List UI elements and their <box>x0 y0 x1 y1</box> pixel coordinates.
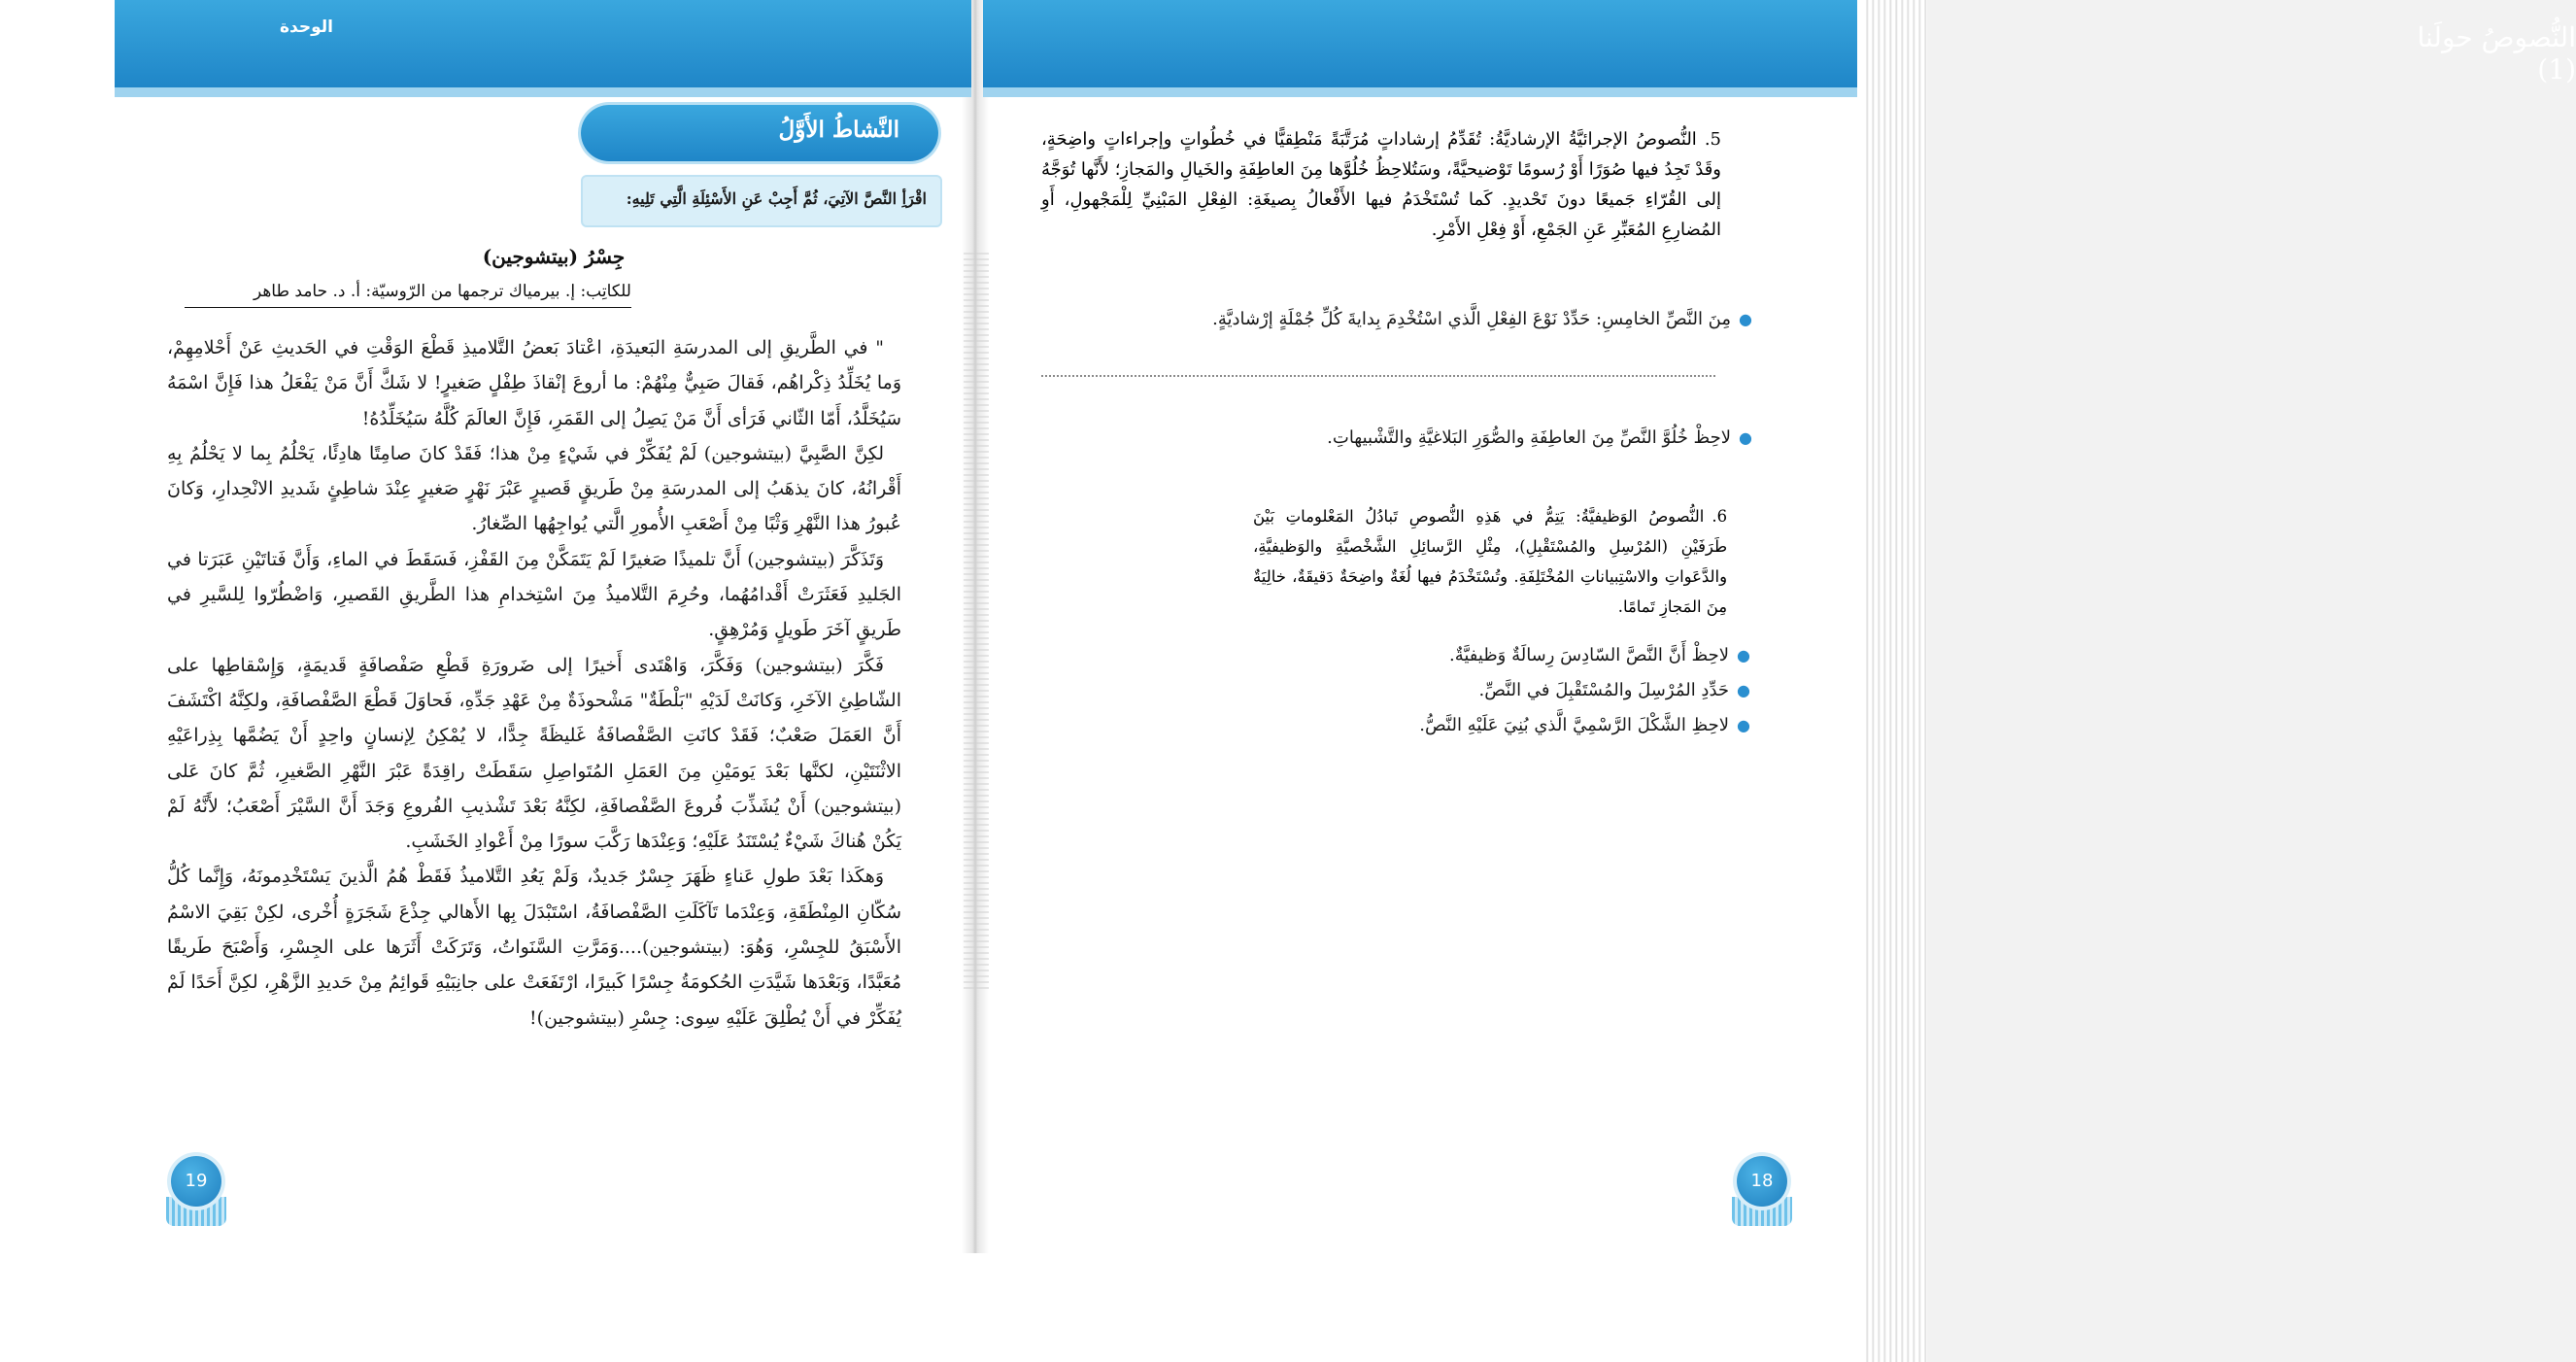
bullet-item <box>1327 427 1752 448</box>
story-paragraph: وَتَذَكَّرَ (بيتشوجين) أَنَّ تلميذًا صَغيرًا لَمْ يَتَمَكَّنْ مِنَ القَفْزِ، فَسَقَطَ في الماءِ، وَأَنَّ فَتاتَيْنِ عَبَرَتا في الجَليدِ فَعَثَرَتْ أَقْدامُهُما، وحُرِمَ التَّلاميذُ مِنَ اسْتِخدامِ هذا الطَّريقِ القَصيرِ، وَاضْطُرّوا لِلسَّيرِ في طَريقٍ آخَرَ طَويلٍ وَمُرْهِقٍ. <box>167 548 901 641</box>
bullet-item <box>1478 680 1750 700</box>
bullet-item <box>1212 309 1752 329</box>
numbered-item-6 <box>1253 501 1727 622</box>
story-paragraph: " في الطَّريقِ إلى المدرسَةِ البَعيدَةِ، اعْتادَ بَعضُ التَّلاميذِ قَطْعَ الوَقْتِ في الحَديثِ عَنْ أَحْلامِهِمْ، وَما يُخَلِّدُ ذِكْراهُم، فَقالَ صَبِيٌّ مِنْهُمْ: ما أروعَ إنْقاذَ طِفْلٍ صَغيرٍ! لا شَكَّ أَنَّ مَنْ يَفْعَلُ هذا فَإِنَّ اسْمَهُ سَيُخَلَّدُ، أَمّا الثّاني فَرَأى أَنَّ مَنْ يَصِلُ إلى القَمَرِ، فَإِنَّ العالَمَ كُلَّهُ سَيُخَلِّدُهُ! <box>167 337 901 429</box>
page-edges <box>1863 0 1927 1362</box>
page-number-right: 18 <box>1737 1156 1787 1207</box>
dotted-divider <box>1041 375 1715 377</box>
instruction-text: اقْرَأِ النَّصَّ الآتِيَ، ثُمَّ أَجِبْ عَنِ الأَسْئِلَةِ الَّتِي تَلِيهِ: <box>626 189 927 208</box>
bullet-text: لاحِظِ الشَّكْلَ الرَّسْمِيَّ الَّذي بُنِيَ عَلَيْهِ النَّصُّ. <box>1419 715 1730 735</box>
item-number: 5. <box>1704 129 1721 150</box>
right-header-banner <box>983 0 2576 87</box>
bullet-dot-icon: ● <box>1737 716 1750 734</box>
activity-title: النَّشاطُ الأَوَّلُ <box>778 117 899 143</box>
item-text: النُّصوصُ الإجرائيَّةُ الإرشاديَّةُ: تُقَدِّمُ إرشاداتٍ مُرَتَّبَةً مَنْطِقيًّا في خُطُواتٍ وإجراءاتٍ واضِحَةٍ، وقَدْ تَجِدُ فيها صُوَرًا أَوْ رُسومًا تَوْضيحيَّةً، وسَتُلاحِظُ خُلُوَّها مِنَ العاطِفَةِ والخَيالِ والمَجازِ؛ لأَنَّها تُوَجَّهُ إلى القُرّاءِ جَميعًا دونَ تَحْديدٍ. كَما تُسْتَخْدَمُ فيها الأَفْعالُ بِصيغَةِ: الفِعْلِ المَبْنِيِّ لِلْمَجْهولِ، أَوِ المُضارِعِ المُعَبِّرِ عَنِ الجَمْعِ، أَوْ فِعْلِ الأَمْرِ. <box>1041 129 1721 240</box>
story-paragraph: لكِنَّ الصَّبِيَّ (بيتشوجين) لَمْ يُفَكِّرْ في شَيْءٍ مِنْ هذا؛ فَقَدْ كانَ صامِتًا هادِئًا، يَحْلُمُ بِما لا يَحْلُمُ بِهِ أَقْرانُهُ، كانَ يذهَبُ إلى المدرسَةِ مِنْ طَريقٍ قَصيرٍ عَبْرَ نَهْرٍ صَغيرٍ عِنْدَ شاطِئٍ شَديدِ الانْحِدارِ، وَكانَ عُبورُ هذا النَّهْرِ وَثْبًا مِنْ أَصْعَبِ الأُمورِ الَّتي يُواجِهُها الصِّغارُ. <box>167 442 901 535</box>
bullet-dot-icon: ● <box>1739 310 1752 328</box>
page-number-left: 19 <box>171 1156 221 1207</box>
story-body <box>167 330 901 1036</box>
spine-fine-print <box>964 253 989 991</box>
bullet-dot-icon: ● <box>1737 646 1750 664</box>
bullet-dot-icon: ● <box>1739 428 1752 447</box>
bullet-text: لاحِظْ أَنَّ النَّصَّ السّادِسَ رِسالَةٌ وَظيفيَّةٌ. <box>1448 645 1730 665</box>
bullet-item <box>1449 645 1750 665</box>
bullet-dot-icon: ● <box>1737 681 1750 699</box>
activity-heading <box>581 105 938 161</box>
numbered-item-5 <box>1041 124 1721 245</box>
author-line: للكاتِب: إ. بيرمياك ترجمها من الرّوسيّة: أ. د. حامد طاهر <box>185 282 631 308</box>
bullet-text: مِنَ النَّصِّ الخامِسِ: حَدِّدْ نَوْعَ الفِعْلِ الَّذي اسْتُخْدِمَ بِدايةَ كُلِّ جُمْلَةٍ إرْشاديَّةٍ. <box>1212 309 1732 329</box>
story-paragraph: وَهكَذا بَعْدَ طولِ عَناءٍ ظَهَرَ جِسْرٌ جَديدٌ، وَلَمْ يَعُدِ التَّلاميذُ فَقَطْ هُمُ الَّذينَ يَسْتَخْدِمونَهُ، وَإِنَّما كُلُّ سُكّانِ المِنْطَقَةِ، وَعِنْدَما تَآكَلَتِ الصَّفْصافَةُ، اسْتَبْدَلَ بِها الأَهالي جِذْعَ شَجَرَةٍ أُخْرى، لكِنْ بَقِيَ الاسْمُ الأَسْبَقُ للجِسْرِ، وَهُوَ: (بيتشوجين)....وَمَرَّتِ السَّنَواتُ، وَتَرَكَتْ أَثَرَها على الجِسْرِ، وَأَصْبَحَ طَريقًا مُعَبَّدًا، وَبَعْدَها شَيَّدَتِ الحُكومَةُ جِسْرًا كَبيرًا، ارْتَفَعَتْ على جانِبَيْهِ قَوائِمُ مِنْ حَديدِ الزَّهْرِ، لكِنَّ أَحَدًا لَمْ يُفَكِّرْ في أَنْ يُطْلِقَ عَلَيْهِ سِوى: جِسْرِ (بيتشوجين)! <box>167 866 901 1029</box>
story-paragraph: فَكَّرَ (بيتشوجين) وَفَكَّرَ، وَاهْتَدى أَخيرًا إلى ضَرورَةِ قَطْعِ صَفْصافَةٍ قَديمَةٍ، وَإِسْقاطِها على الشّاطِئِ الآخَرِ، وَكانَتْ لَدَيْهِ "بَلْطَةٌ" مَشْحوذَةٌ مِنْ عَهْدِ جَدِّهِ، فَحاوَلَ قَطْعَ الصَّفْصافَةِ، ولكِنَّهُ اكْتَشَفَ أَنَّ العَمَلَ صَعْبٌ؛ فَقَدْ كانَتِ الصَّفْصافَةُ غَليظَةً جِدًّا، لا يُمْكِنُ لِإنسانٍ واحِدٍ أَنْ يَضُمَّها بِذِراعَيْهِ الاثْنَتَيْنِ، لكنَّها بَعْدَ يَومَيْنِ مِنَ العَمَلِ المُتَواصِلِ سَقَطَتْ راقِدَةً عَبْرَ النَّهْرِ الصَّغيرِ، ثُمَّ كانَ عَلى (بيتشوجين) أَنْ يُشَذِّبَ فُروعَ الصَّفْصافَةِ، لكِنَّهُ بَعْدَ تَشْذيبِ الفُروعِ وَجَدَ أَنَّ السَّيْرَ أَصْعَبُ؛ لأَنَّهُ لَمْ يَكُنْ هُناكَ شَيْءٌ يُسْتَنَدُ عَلَيْهِ؛ وَعِنْدَها رَكَّبَ سورًا مِنْ أَعْوادِ الخَشَبِ. <box>167 654 901 853</box>
bullet-text: حَدِّدِ المُرْسِلَ والمُسْتَقْبِلَ في النَّصِّ. <box>1478 680 1730 700</box>
instruction-box <box>581 175 942 227</box>
item-text: النُّصوصُ الوَظيفيَّةُ: يَتِمُّ في هَذِهِ النُّصوصِ تَبادُلُ المَعْلوماتِ بَيْنَ طَرَفَيْنِ (المُرْسِلِ والمُسْتَقْبِلِ)، مِثْلِ الرَّسائِلِ الشَّخْصيَّةِ والوَظيفيَّةِ، والدَّعَواتِ والاسْتِبياناتِ المُخْتَلِفَةِ. وتُسْتَخْدَمُ فيها لُغَةٌ واضِحَةٌ دَقيقَةٌ، خالِيَةٌ مِنَ المَجازِ تَمامًا. <box>1253 507 1727 616</box>
bullet-text: لاحِظْ خُلُوَّ النَّصِّ مِنَ العاطِفَةِ والصُّوَرِ البَلاغيَّةِ والتَّشْبيهاتِ. <box>1327 427 1732 448</box>
bullet-item <box>1419 715 1750 735</box>
unit-label: الوحدة <box>280 17 333 37</box>
item-number: 6. <box>1712 507 1727 526</box>
chapter-title: النُّصوصُ حولَنا (1) <box>2417 21 2576 85</box>
story-title: جِسْرُ (بيتشوجين) <box>482 245 626 268</box>
left-header-banner <box>115 0 971 87</box>
